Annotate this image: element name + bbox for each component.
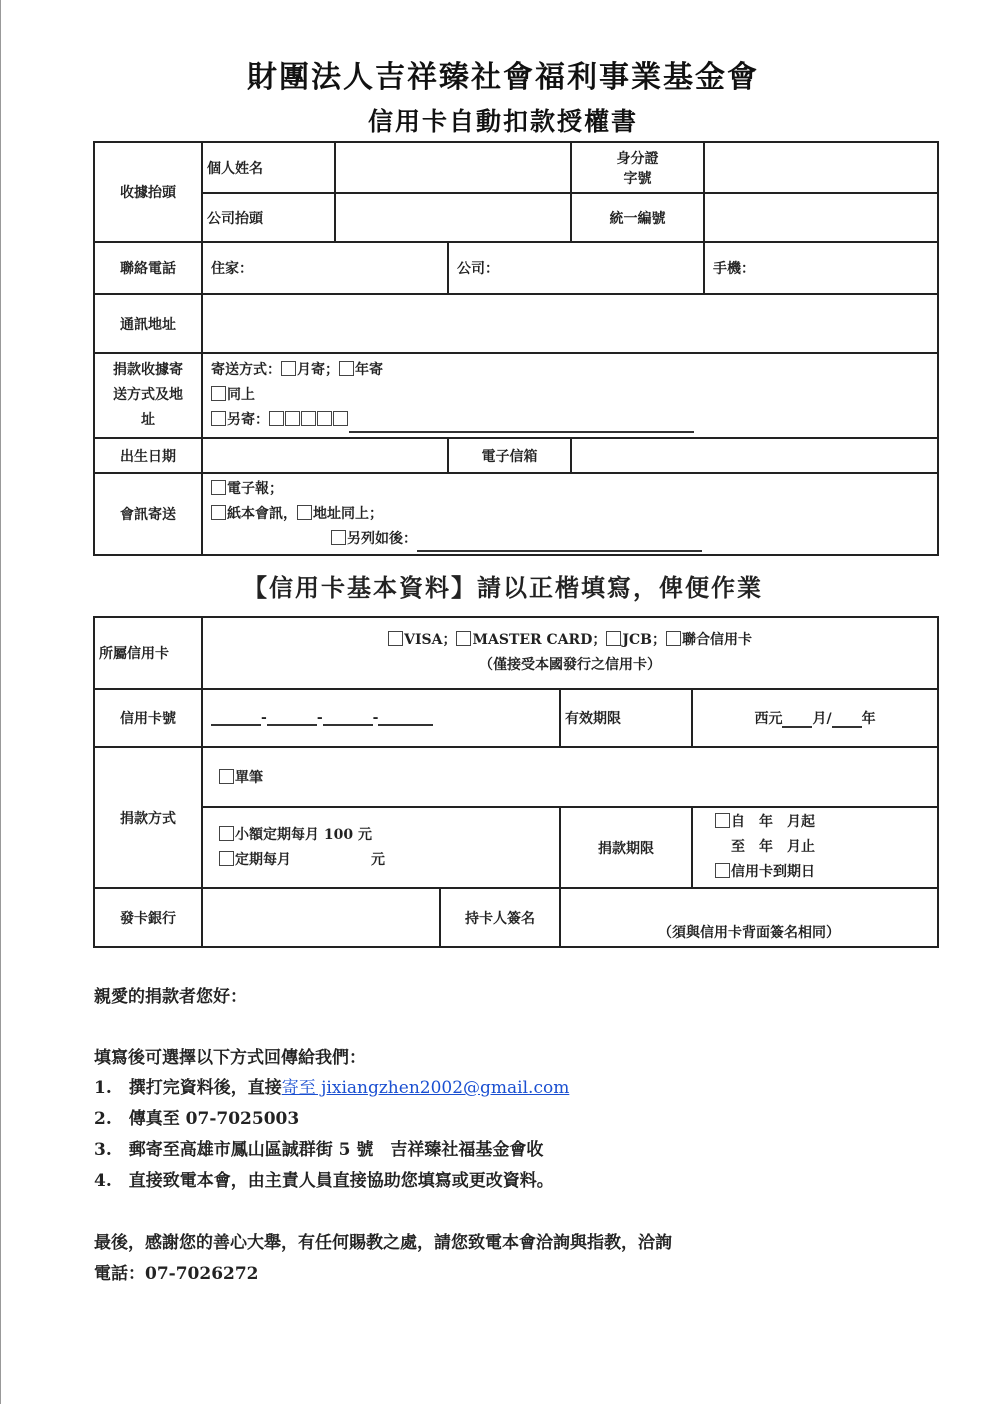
company-title-field[interactable] [335, 193, 571, 242]
company-title-label: 公司抬頭 [202, 193, 335, 242]
addr-same-checkbox[interactable] [297, 505, 312, 520]
monthly-checkbox[interactable] [281, 361, 296, 376]
monthly-fixed-label: 定期每月 [235, 851, 291, 868]
bank-field[interactable] [202, 888, 440, 947]
donor-info-table: 收據抬頭 個人姓名 身分證字號 公司抬頭 統一編號 聯絡電話 住家： 公司： 手機： 通訊地址 捐款收據寄送方式及地址 寄送方式： 月寄； 年寄 同上 另寄： 出生日期 電子信箱 會訊寄送 電子報； 紙本會訊， 地址同上； 另列如後： [93, 141, 939, 556]
email-label: 電子信箱 [448, 438, 571, 473]
e-news-checkbox[interactable] [211, 480, 226, 495]
same-address-checkbox[interactable] [211, 386, 226, 401]
contact-phone: 電話：07-7026272 [94, 1264, 259, 1284]
addr-other-label: 另列如後： [347, 530, 417, 547]
mobile-field[interactable] [704, 242, 938, 294]
email-link[interactable]: 寄至 jixiangzhen2002@gmail.com [281, 1078, 570, 1098]
zip-box[interactable] [285, 411, 300, 426]
period-from-label: 自 年 月起 [731, 814, 815, 830]
visa-label: VISA； [404, 632, 457, 648]
signature-note: （須與信用卡背面簽名相同） [658, 925, 841, 941]
intro-text: 填寫後可選擇以下方式回傳給我們： [94, 1048, 366, 1068]
addr-same-label: 地址同上； [313, 505, 383, 522]
monthly-label: 月寄 [297, 362, 325, 378]
signature-field[interactable] [560, 888, 938, 947]
zip-box[interactable] [317, 411, 332, 426]
card-type-label: 所屬信用卡 [94, 617, 202, 689]
credit-card-table [93, 616, 939, 948]
monthly-fixed-checkbox[interactable] [219, 851, 234, 866]
small-monthly-checkbox[interactable] [219, 826, 234, 841]
e-news-label: 電子報； [227, 480, 283, 497]
yearly-label: 年寄 [355, 362, 383, 378]
email-field[interactable] [571, 438, 938, 473]
single-checkbox[interactable] [219, 769, 234, 784]
birth-date-label: 出生日期 [94, 438, 202, 473]
small-monthly-label: 小額定期每月 100 元 [235, 826, 372, 843]
method-1 [94, 1073, 569, 1098]
company-phone-label: 公司： [457, 261, 499, 277]
bank-label: 發卡銀行 [94, 888, 202, 947]
jcb-label: JCB； [622, 632, 666, 648]
address-label: 通訊地址 [94, 294, 202, 353]
jcb-checkbox[interactable] [606, 631, 621, 646]
expiry-month: 月/ [812, 711, 832, 727]
expiry-year: 年 [861, 711, 876, 727]
signature-label: 持卡人簽名 [440, 888, 560, 947]
closing-text: 最後，感謝您的善心大舉，有任何賜教之處，請您致電本會洽詢與指教，洽詢 [94, 1233, 672, 1253]
mastercard-label: MASTER CARD； [472, 632, 607, 648]
greeting: 親愛的捐款者您好： [94, 987, 247, 1007]
id-number-field[interactable] [704, 142, 938, 193]
method-1-text: 1. 撰打完資料後，直接 [94, 1078, 282, 1098]
tax-id-label: 統一編號 [571, 193, 704, 242]
form-title: 信用卡自動扣款授權書 [367, 107, 638, 136]
mastercard-checkbox[interactable] [456, 631, 471, 646]
expiry-era: 西元 [754, 711, 783, 727]
addr-other-line[interactable] [417, 550, 702, 552]
phone-label: 聯絡電話 [94, 242, 202, 294]
expiry-field[interactable] [692, 689, 938, 747]
expiry-label: 有效期限 [560, 689, 692, 747]
org-title: 財團法人吉祥臻社會福利事業基金會 [247, 60, 759, 95]
personal-name-field[interactable] [335, 142, 571, 193]
period-to-label: 至 年 月止 [731, 839, 815, 855]
card-expiry-checkbox[interactable] [715, 863, 730, 878]
zip-box[interactable] [333, 411, 348, 426]
address-field[interactable] [202, 294, 938, 353]
personal-name-label: 個人姓名 [202, 142, 335, 193]
period-from-checkbox[interactable] [715, 813, 730, 828]
birth-date-field[interactable] [202, 438, 448, 473]
id-number-label: 身分證字號 [571, 142, 704, 193]
newsletter-label: 會訊寄送 [94, 473, 202, 555]
home-phone-label: 住家： [211, 261, 253, 277]
yuan-label: 元 [371, 851, 385, 868]
other-address-checkbox[interactable] [211, 411, 226, 426]
paper-news-label: 紙本會訊， [227, 505, 297, 522]
card-section-heading: 【信用卡基本資料】請以正楷填寫，俾便作業 [243, 573, 763, 602]
card-number-label: 信用卡號 [94, 689, 202, 747]
company-phone-field[interactable] [448, 242, 704, 294]
tax-id-field[interactable] [704, 193, 938, 242]
method-3: 3. 郵寄至高雄市鳳山區誠群街 5 號 吉祥臻社福基金會收 [94, 1140, 544, 1160]
receipt-mail-label: 捐款收據寄送方式及地址 [94, 353, 202, 438]
zip-box[interactable] [269, 411, 284, 426]
card-number-field[interactable]: - - - [202, 689, 560, 747]
other-address-line[interactable] [349, 431, 694, 433]
single-label: 單筆 [235, 770, 263, 786]
addr-other-checkbox[interactable] [331, 530, 346, 545]
visa-checkbox[interactable] [388, 631, 403, 646]
donation-period-label: 捐款期限 [560, 807, 692, 888]
method-4: 4. 直接致電本會，由主責人員直接協助您填寫或更改資料。 [94, 1171, 554, 1191]
union-card-label: 聯合信用卡 [681, 632, 752, 648]
mail-method-label: 寄送方式： [211, 362, 281, 378]
receipt-title-label: 收據抬頭 [94, 142, 202, 242]
other-address-label: 另寄： [227, 412, 269, 428]
union-card-checkbox[interactable] [666, 631, 681, 646]
donation-method-label: 捐款方式 [94, 747, 202, 888]
home-phone-field[interactable] [202, 242, 448, 294]
mobile-label: 手機： [713, 261, 755, 277]
same-address-label: 同上 [227, 387, 255, 403]
paper-news-checkbox[interactable] [211, 505, 226, 520]
zip-box[interactable] [301, 411, 316, 426]
card-expiry-label: 信用卡到期日 [731, 864, 815, 880]
card-note: （僅接受本國發行之信用卡） [479, 657, 662, 673]
yearly-checkbox[interactable] [339, 361, 354, 376]
method-2: 2. 傳真至 07-7025003 [94, 1109, 300, 1129]
